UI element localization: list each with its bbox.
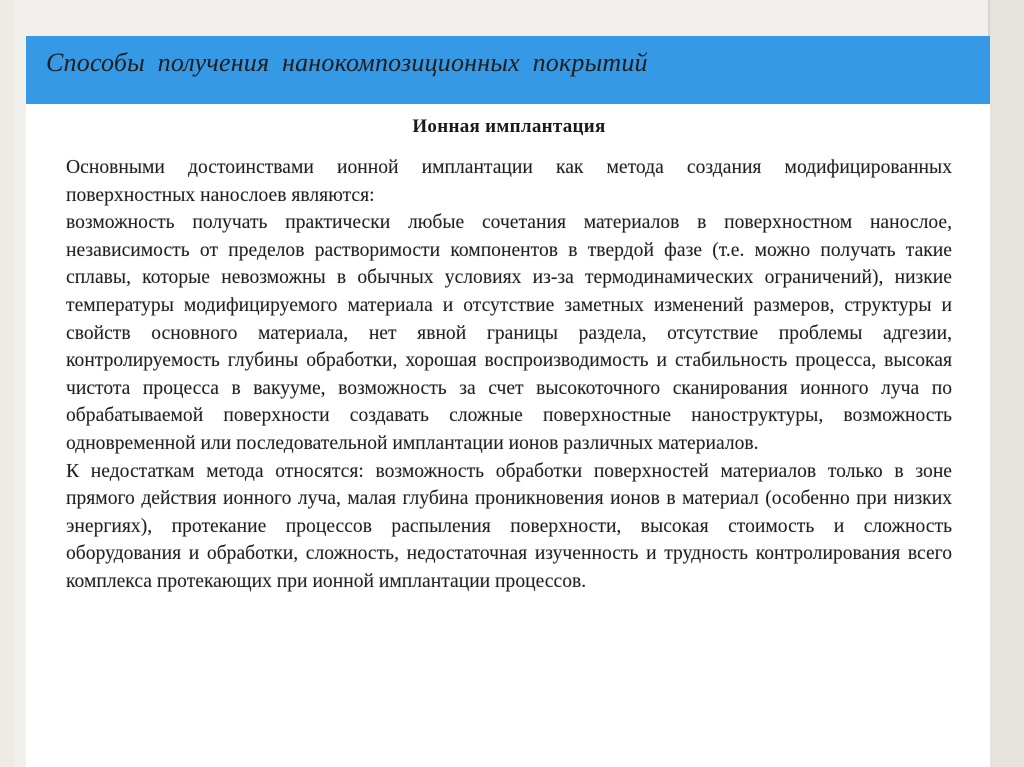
slide-title: Способы получения нанокомпозиционных покрытий — [46, 48, 648, 77]
paragraph-advantages: возможность получать практически любые сочетания материалов в поверхностном нанослое, независимость от пределов растворимости компонентов в твердой фазе (т.е. можно получать такие сплавы, которые невозможны в обычных условиях из-за термодинамических ограничений), низкие температуры модифицируемого материала и отсутствие заметных изменений размеров, структуры и свойств основного материала, нет явной границы раздела, отсутствие проблемы адгезии, контролируемость глубины обработки, хорошая воспроизводимость и стабильность процесса, высокая чистота процесса в вакууме, возможность за счет высокоточного сканирования ионного луча по обрабатываемой поверхности создавать сложные поверхностные наноструктуры, возможность одновременной или последовательной имплантации ионов различных материалов. — [66, 212, 952, 454]
body-text — [66, 154, 952, 596]
paragraph-disadvantages: К недостаткам метода относятся: возможность обработки поверхностей материалов только в зоне прямого действия ионного луча, малая глубина проникновения ионов в материал (особенно при низких энергиях), протекание процессов распыления поверхности, высокая стоимость и сложность оборудования и обработки, сложность, недостаточная изученность и трудность контролирования всего комплекса протекающих при ионной имплантации процессов. — [66, 460, 952, 592]
right-margin-stripe — [988, 0, 1024, 767]
title-bar — [26, 36, 990, 104]
left-margin — [0, 0, 14, 767]
slide — [26, 36, 990, 767]
paragraph-intro: Основными достоинствами ионной имплантации как метода создания модифицированных поверхностных нанослоев являются: — [66, 157, 952, 206]
section-heading: Ионная имплантация — [412, 116, 606, 137]
slide-content — [66, 116, 952, 596]
